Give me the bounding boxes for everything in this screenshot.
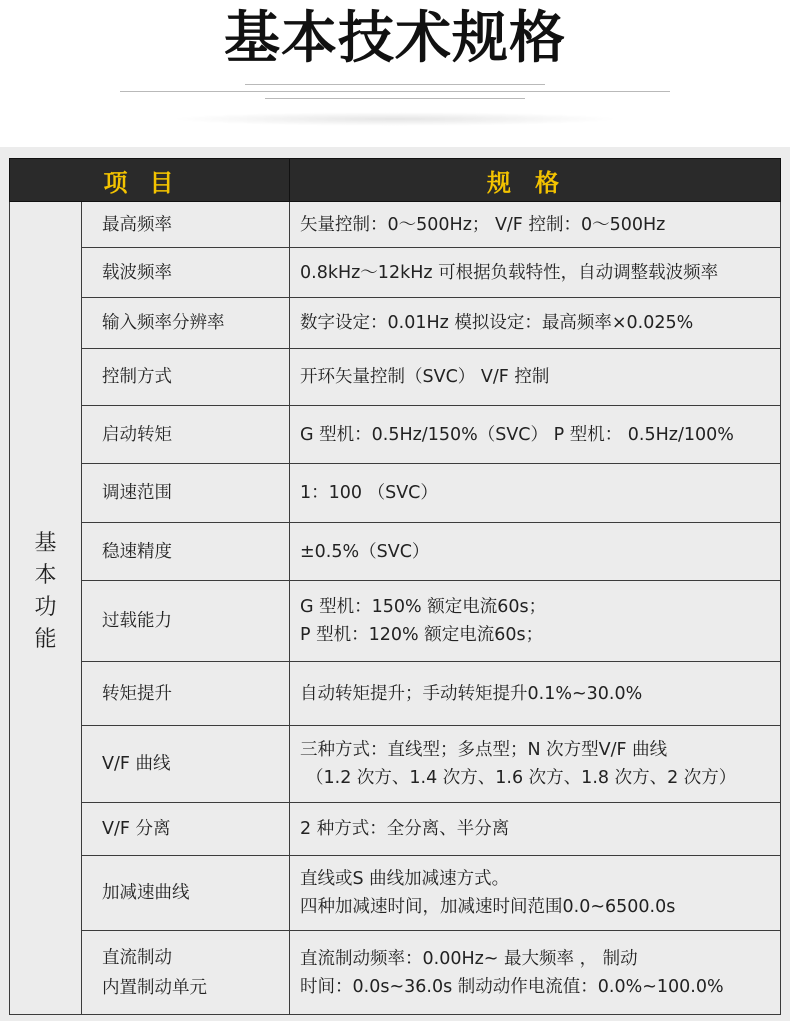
table-row: [10, 662, 781, 726]
item-cell: [82, 931, 290, 1015]
spec-cell: [290, 662, 781, 726]
spec-text: 三种方式：直线型；多点型；N 次方型V/F 曲线: [300, 740, 668, 760]
table-row: [10, 202, 781, 248]
decorative-subtitle-lines: [120, 84, 670, 105]
item-cell: [82, 464, 290, 523]
table-row: [10, 248, 781, 298]
item-cell: [82, 581, 290, 662]
spec-cell: [290, 856, 781, 931]
table-row: [10, 406, 781, 464]
item-label: 内置制动单元: [102, 977, 207, 998]
spec-cell: [290, 298, 781, 349]
spec-text: （1.2 次方、1.4 次方、1.6 次方、1.8 次方、2 次方）: [306, 768, 737, 788]
item-label: V/F 分离: [102, 819, 171, 839]
spec-text: P 型机：120% 额定电流60s；: [300, 625, 544, 645]
spec-text: 矢量控制：0～500Hz； V/F 控制：0～500Hz: [300, 214, 666, 235]
page-title: 基本技术规格: [224, 6, 566, 71]
table-row: [10, 523, 781, 581]
title-block: [0, 0, 790, 150]
spec-cell: [290, 803, 781, 856]
item-cell: [82, 523, 290, 581]
spec-text: 自动转矩提升；手动转矩提升0.1%~30.0%: [300, 683, 643, 704]
item-label: 控制方式: [102, 367, 172, 387]
table-row: [10, 856, 781, 931]
spec-text: G 型机：0.5Hz/150%（SVC） P 型机： 0.5Hz/100%: [300, 424, 734, 445]
spec-text: 直流制动频率：0.00Hz~ 最大频率 ， 制动: [300, 948, 638, 969]
item-label: 最高频率: [102, 214, 172, 235]
item-cell: [82, 406, 290, 464]
spec-cell: [290, 248, 781, 298]
item-cell: [82, 856, 290, 931]
table-row: [10, 803, 781, 856]
item-label: 转矩提升: [102, 683, 172, 704]
item-cell: [82, 349, 290, 406]
spec-table: [9, 158, 781, 1015]
spec-text: 1：100 （SVC）: [300, 483, 438, 503]
header-spec: 规格: [290, 159, 781, 202]
item-cell: [82, 803, 290, 856]
table-row: [10, 931, 781, 1015]
spec-cell: [290, 931, 781, 1015]
spec-text: 数字设定：0.01Hz 模拟设定：最高频率×0.025%: [300, 313, 694, 333]
item-label: 启动转矩: [102, 424, 172, 445]
table-row: [10, 581, 781, 662]
item-cell: [82, 726, 290, 803]
item-label: V/F 曲线: [102, 754, 171, 774]
spec-cell: [290, 406, 781, 464]
spec-cell: [290, 581, 781, 662]
spec-text: ±0.5%（SVC）: [300, 541, 430, 562]
header-item: 项目: [10, 159, 290, 202]
spec-cell: [290, 523, 781, 581]
item-cell: [82, 202, 290, 248]
spec-cell: [290, 202, 781, 248]
spec-cell: [290, 726, 781, 803]
item-label: 直流制动: [102, 947, 172, 968]
item-label: 过载能力: [102, 611, 172, 631]
spec-text: 开环矢量控制（SVC） V/F 控制: [300, 367, 550, 387]
table-row: [10, 349, 781, 406]
item-label: 输入频率分辨率: [102, 313, 225, 333]
spec-text: 直线或S 曲线加减速方式。: [300, 869, 510, 889]
spec-text: 时间：0.0s~36.0s 制动动作电流值：0.0%~100.0%: [300, 976, 724, 997]
item-cell: [82, 662, 290, 726]
spec-text: 0.8kHz～12kHz 可根据负载特性，自动调整载波频率: [300, 262, 719, 283]
item-label: 加减速曲线: [102, 883, 190, 903]
title-shadow: [170, 112, 620, 126]
spec-cell: [290, 464, 781, 523]
table-row: [10, 298, 781, 349]
item-cell: [82, 298, 290, 349]
spec-table-section: [0, 147, 790, 1021]
category-cell: 基 本 功 能: [10, 202, 82, 1015]
item-label: 稳速精度: [102, 541, 172, 562]
table-row: [10, 726, 781, 803]
spec-cell: [290, 349, 781, 406]
spec-text: 四种加减速时间，加减速时间范围0.0~6500.0s: [300, 897, 676, 917]
item-cell: [82, 248, 290, 298]
spec-text: G 型机：150% 额定电流60s；: [300, 597, 547, 617]
item-label: 载波频率: [102, 262, 172, 283]
item-label: 调速范围: [102, 483, 172, 503]
spec-text: 2 种方式：全分离、半分离: [300, 819, 510, 839]
table-row: [10, 464, 781, 523]
table-header-row: [10, 159, 781, 202]
